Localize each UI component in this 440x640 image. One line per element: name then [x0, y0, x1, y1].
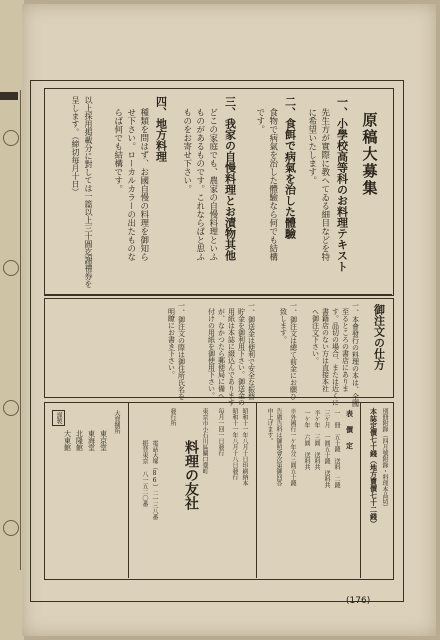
price-ad-note-2: 申上げます。: [266, 408, 273, 444]
order-c3-2: 貯金を御利用下さい。御送金の: [237, 308, 246, 406]
sec3-line2: ものがあるものです。これならばと思ふ: [194, 108, 205, 261]
order-c1-4: 書籍店のない方は直接本社: [321, 308, 330, 392]
column-rule: [360, 402, 361, 578]
price-ad-note-1: 告廣告料は御照會次第御回答: [275, 408, 282, 486]
order-c2-1: 一、御注文は總て前金にお願ひ: [289, 302, 298, 400]
price-row-2: 三ケ月 一圓五十錢 送料共: [323, 410, 330, 488]
colophon-issuer-label: 發行所: [169, 408, 176, 426]
colophon-phone-1: 電話大塚（86）二一三八番: [151, 440, 158, 520]
sec1-line1: 先生方が實際に教へてゐる細目などを特: [319, 108, 330, 261]
previous-page-mark: [0, 92, 18, 100]
sales-item-1: 東京堂: [99, 430, 108, 451]
sec4-line1: 種類を問はず、お國自慢の料理を御知ら: [138, 108, 149, 261]
order-c3-1: 一、御送金は便利で安全な振替: [247, 302, 256, 400]
colophon-monthly: 毎月一回一日發行: [217, 408, 224, 456]
sec1-heading: 一、小學校高等科のお料理テキスト: [335, 96, 349, 272]
price-row-1: 一 冊 五十錢 送料 二錢: [333, 410, 340, 488]
order-title: 御注文の仕方: [372, 304, 386, 370]
price-note-2: 本誌定價七十錢（地方賣價七十二錢）: [369, 408, 379, 527]
sales-item-3: 北隆館: [75, 430, 84, 451]
seal-stamp: 謹製: [52, 410, 65, 426]
decoration-ornament: [3, 520, 19, 536]
sec4-line3: らば何でも結構です。: [112, 108, 123, 193]
price-foreign: ※外國行一ケ年分三圓五十錢: [289, 408, 296, 486]
previous-page-border: [2, 90, 21, 570]
colophon-address: 東京市小石川區關口臺町: [201, 408, 208, 474]
sec3-line3: ものをお寄せ下さい。: [181, 108, 192, 193]
decoration-ornament: [3, 260, 19, 276]
decoration-ornament: [3, 130, 19, 146]
column-rule: [128, 402, 129, 578]
price-row-3: 半ケ年 三圓 送料共: [313, 410, 320, 470]
price-row-4: 一ケ年 六圓 送料共: [303, 410, 310, 470]
publisher-name: 料理の友社: [183, 440, 199, 510]
order-c1-5: へ御注文下さい。: [311, 308, 320, 364]
sec2-line2: です。: [254, 108, 265, 134]
previous-page-edge: [0, 0, 24, 640]
sec3-line1: どこの家庭でも、農家の自慢料理といふ: [207, 108, 218, 261]
colophon-phone-2: 振替東京 八一五二〇番: [141, 440, 148, 507]
colophon-date-2: 昭和十一年八月十八日發行: [231, 408, 238, 480]
price-table-title: 表 價 定: [345, 410, 355, 449]
sec4-line2: せ下さい。ローカルカラーの出たものな: [125, 108, 136, 261]
order-c1-1: 一、本會發行の料理の本は、全國: [351, 302, 360, 407]
order-c1-2: 至るところの書店にありま: [341, 308, 350, 392]
sales-item-2: 東海堂: [87, 430, 96, 451]
page-number: (176): [346, 596, 371, 606]
order-c4-2: 明瞭にお書き下さい。: [167, 308, 176, 378]
order-c4-1: 一、御注文の際は御住所氏名を: [177, 302, 186, 400]
order-c3-4: が、なかつたら郵便局に備へ: [217, 308, 226, 399]
price-note-1: 別冊附錄（四月號附錄・料理本品切）: [381, 408, 388, 510]
column-rule: [256, 402, 257, 578]
sec2-line1: 食物で病氣を治した體驗なら何でも結構: [267, 108, 278, 261]
recruit-closing-1: 以上採用掲載分に對しては一篇以上三十圓迄謝禮券を: [84, 96, 93, 288]
decoration-ornament: [3, 400, 19, 416]
sec4-heading: 四、地方料理: [154, 96, 168, 162]
sec2-heading: 二、食餌で病氣を治した體驗: [283, 96, 297, 239]
order-c3-5: 付けの用紙を御使用下さい。: [207, 308, 216, 399]
order-c1-3: す。品切の場合、または近くに: [331, 308, 340, 406]
order-c2-2: 致します。: [279, 308, 288, 343]
sec3-heading: 三、我家の自慢料理とお漬物其他: [223, 96, 237, 261]
divider: [44, 294, 392, 295]
sales-item-4: 大東館: [63, 430, 72, 451]
colophon-date-1: 昭和十一年八月十日印刷納本: [241, 408, 248, 486]
recruit-title: 原稿大募集: [360, 112, 379, 197]
order-c3-3: 用紙は本誌に綴込んであります: [227, 308, 236, 406]
sales-label: 大賣捌所: [113, 410, 120, 434]
sec1-line2: に希望いたします。: [306, 108, 317, 185]
recruit-closing-2: 呈します。（締切毎月十日）: [71, 96, 80, 196]
